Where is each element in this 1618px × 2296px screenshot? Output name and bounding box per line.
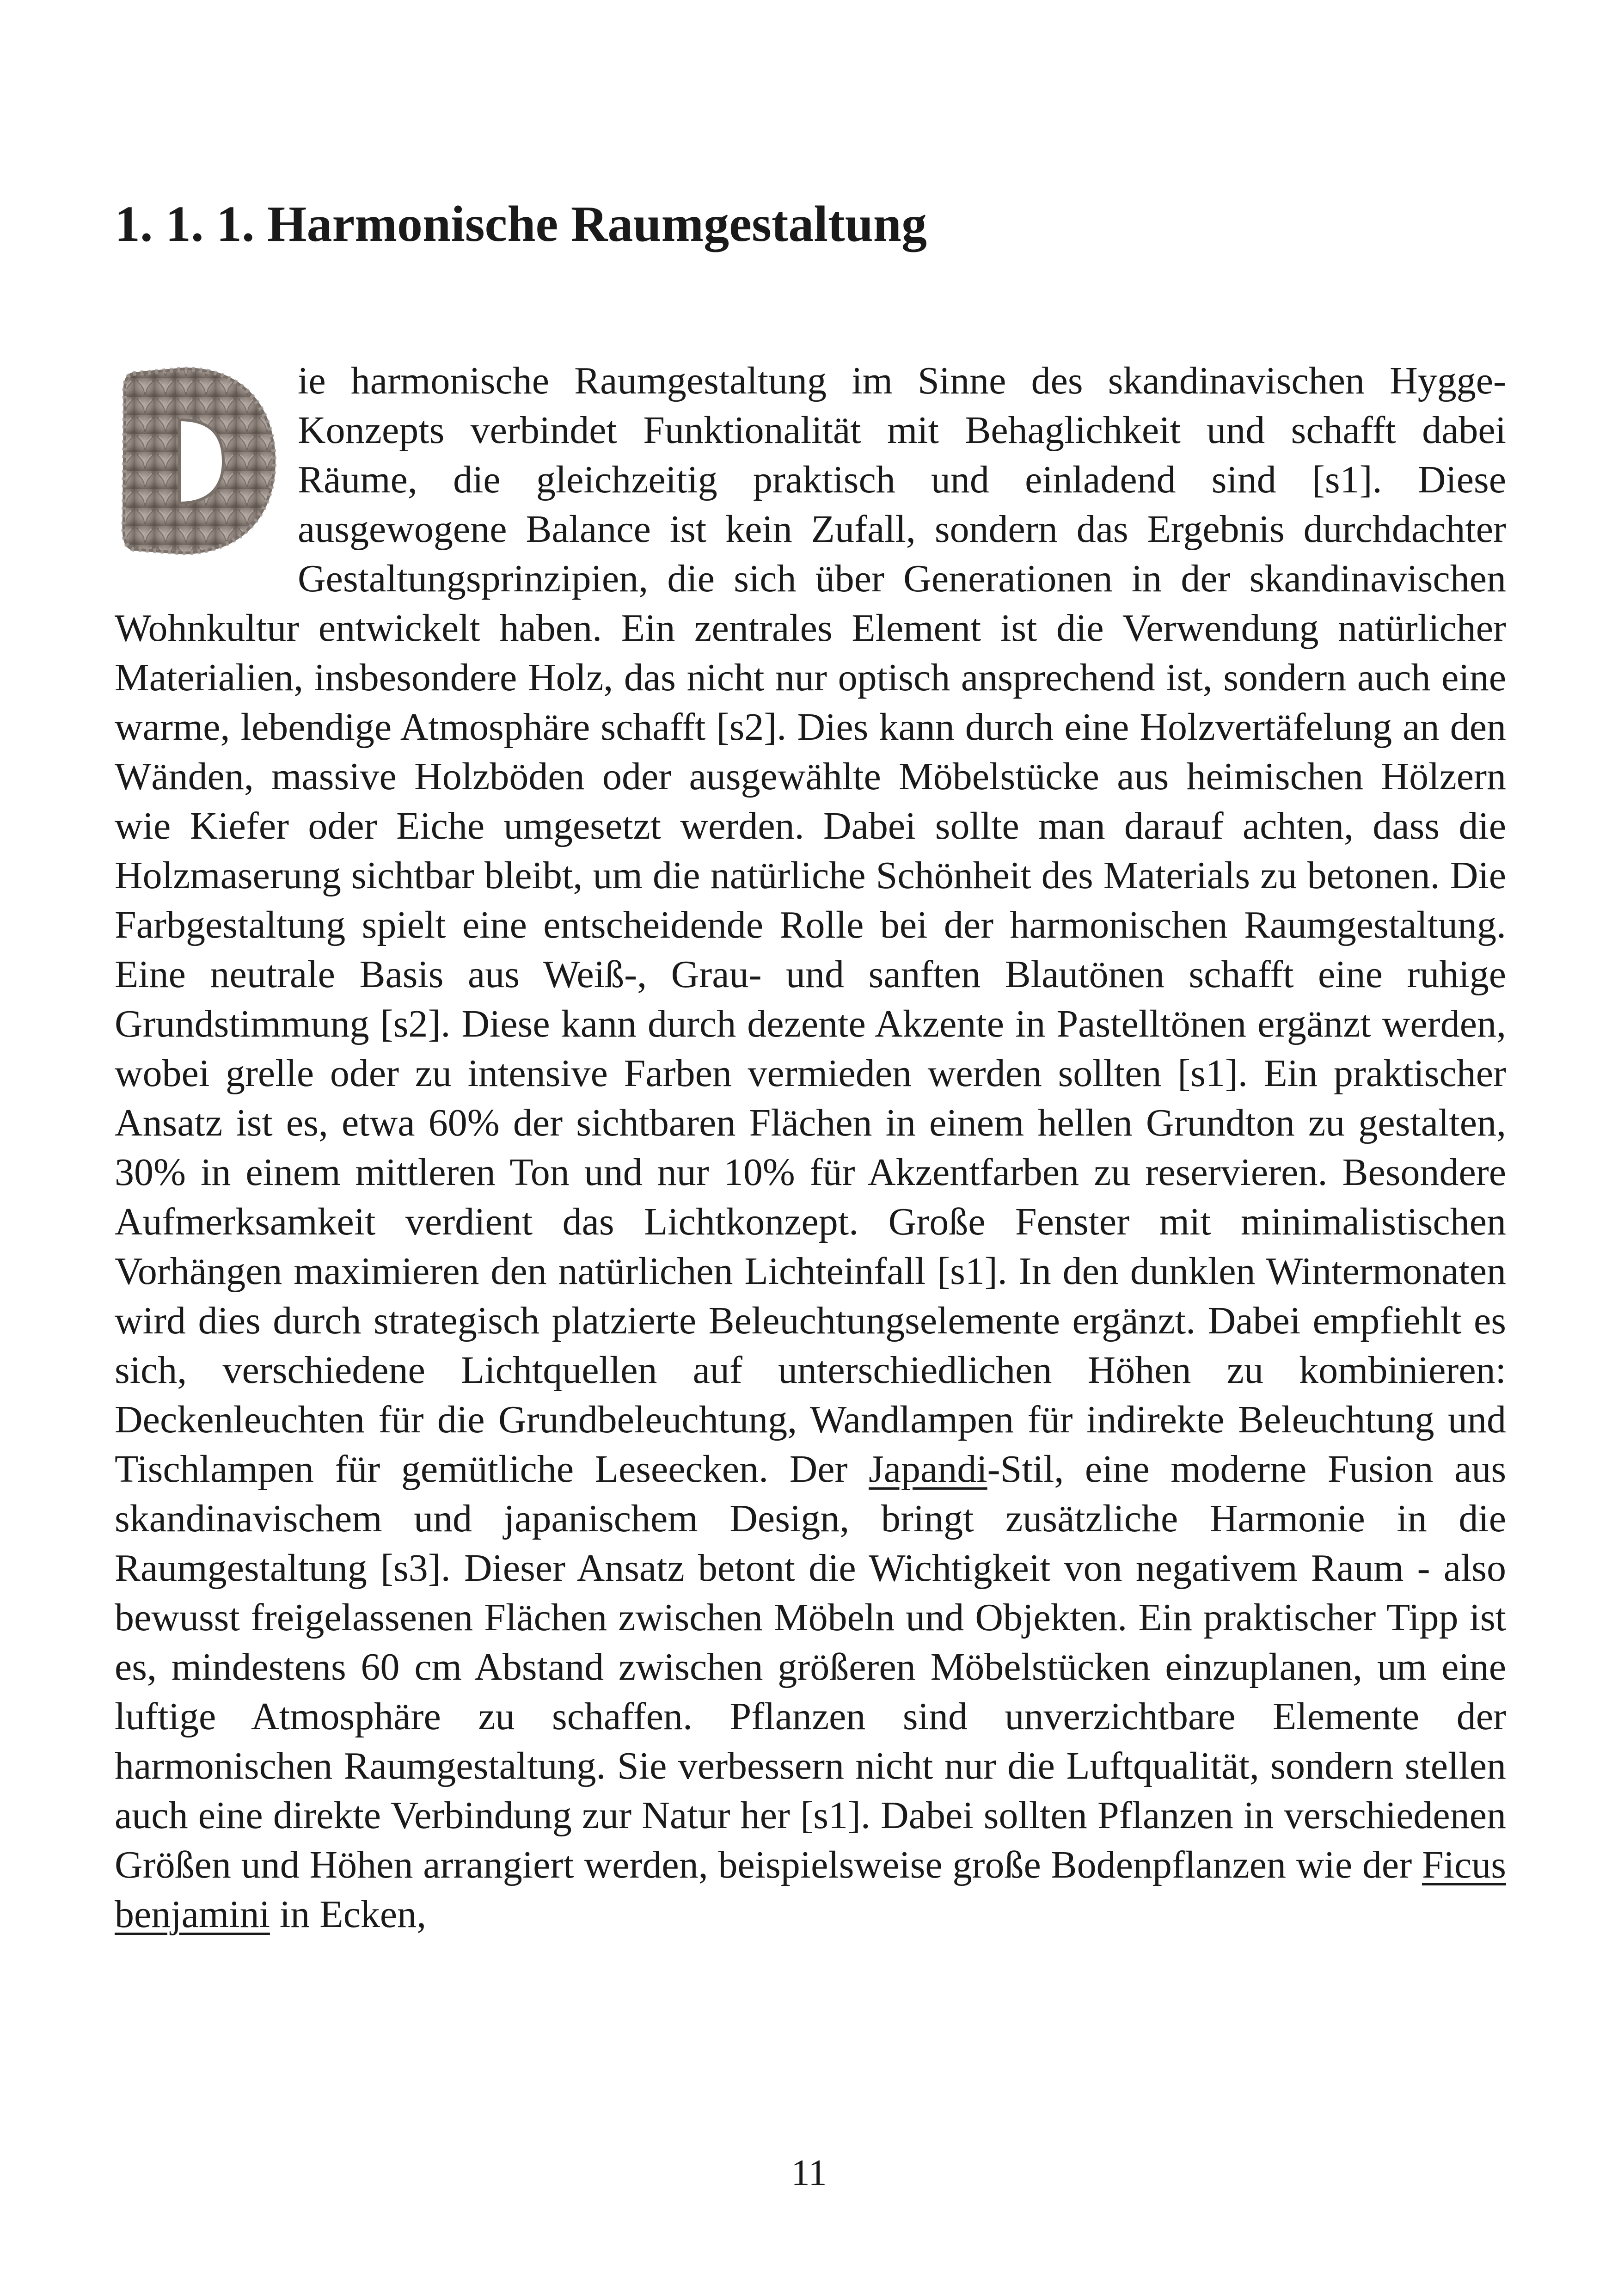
- section-heading: 1. 1. 1. Harmonische Raumgestaltung: [115, 196, 927, 252]
- paragraph-text-part3: in Ecken,: [270, 1893, 427, 1936]
- paragraph-text-part2: -Stil, eine moderne Fusion aus skandinavischem und japanischem Design, bringt zusätzliche Harmonie in die Raumgestaltung [s3]. Dieser Ansatz betont die Wichtigkeit von negativem Raum - also bewusst freigelassenen Flächen zwischen Möbeln und Objekten. Ein praktischer Tipp ist es, mindestens 60 cm Abstand zwischen größeren Möbelstücken einzuplanen, um eine luftige Atmosphäre zu schaffen. Pflanzen sind unverzichtbare Elemente der harmonischen Raumgestaltung. Sie verbessern nicht nur die Luftqualität, sondern stellen auch eine direkte Verbindung zur Natur her [s1]. Dabei sollten Pflanzen in verschiedenen Größen und Höhen arrangiert werden, beispielsweise große Bodenpflanzen wie der: [115, 1448, 1507, 1886]
- dropcap-knitted-letter-d: [115, 360, 281, 559]
- paragraph-text-part1: ie harmonische Raumgestaltung im Sinne des skandinavischen Hygge-Konzepts verbindet Funktionalität mit Behaglichkeit und schafft dabei Räume, die gleichzeitig praktisch und einladend sind [s1]. Diese ausgewogene Balance ist kein Zufall, sondern das Ergebnis durchdachter Gestaltungsprinzipien, die sich über Generationen in der skandinavischen Wohnkultur entwickelt haben. Ein zentrales Element ist die Verwendung natürlicher Materialien, insbesondere Holz, das nicht nur optisch ansprechend ist, sondern auch eine warme, lebendige Atmosphäre schafft [s2]. Dies kann durch eine Holzvertäfelung an den Wänden, massive Holzböden oder ausgewählte Möbelstücke aus heimischen Hölzern wie Kiefer oder Eiche umgesetzt werden. Dabei sollte man darauf achten, dass die Holzmaserung sichtbar bleibt, um die natürliche Schönheit des Materials zu betonen. Die Farbgestaltung spielt eine entscheidende Rolle bei der harmonischen Raumgestaltung. Eine neutrale Basis aus Weiß-, Grau- und sanften Blautönen schafft eine ruhige Grundstimmung [s2]. Diese kann durch dezente Akzente in Pastelltönen ergänzt werden, wobei grelle oder zu intensive Farben vermieden werden sollten [s1]. Ein praktischer Ansatz ist es, etwa 60% der sichtbaren Flächen in einem hellen Grundton zu gestalten, 30% in einem mittleren Ton und nur 10% für Akzentfarben zu reservieren. Besondere Aufmerksamkeit verdient das Lichtkonzept. Große Fenster mit minimalistischen Vorhängen maximieren den natürlichen Lichteinfall [s1]. In den dunklen Wintermonaten wird dies durch strategisch platzierte Beleuchtungselemente ergänzt. Dabei empfiehlt es sich, verschiedene Lichtquellen auf unterschiedlichen Höhen zu kombinieren: Deckenleuchten für die Grundbeleuchtung, Wandlampen für indirekte Beleuchtung und Tischlampen für gemütliche Leseecken. Der: [115, 359, 1506, 1491]
- page-number: 11: [791, 2153, 827, 2193]
- body-paragraph: [115, 356, 1506, 1939]
- link-ficus-benjamini[interactable]: Ficus benjamini: [115, 1843, 1506, 1936]
- link-japandi[interactable]: Japandi: [869, 1448, 987, 1491]
